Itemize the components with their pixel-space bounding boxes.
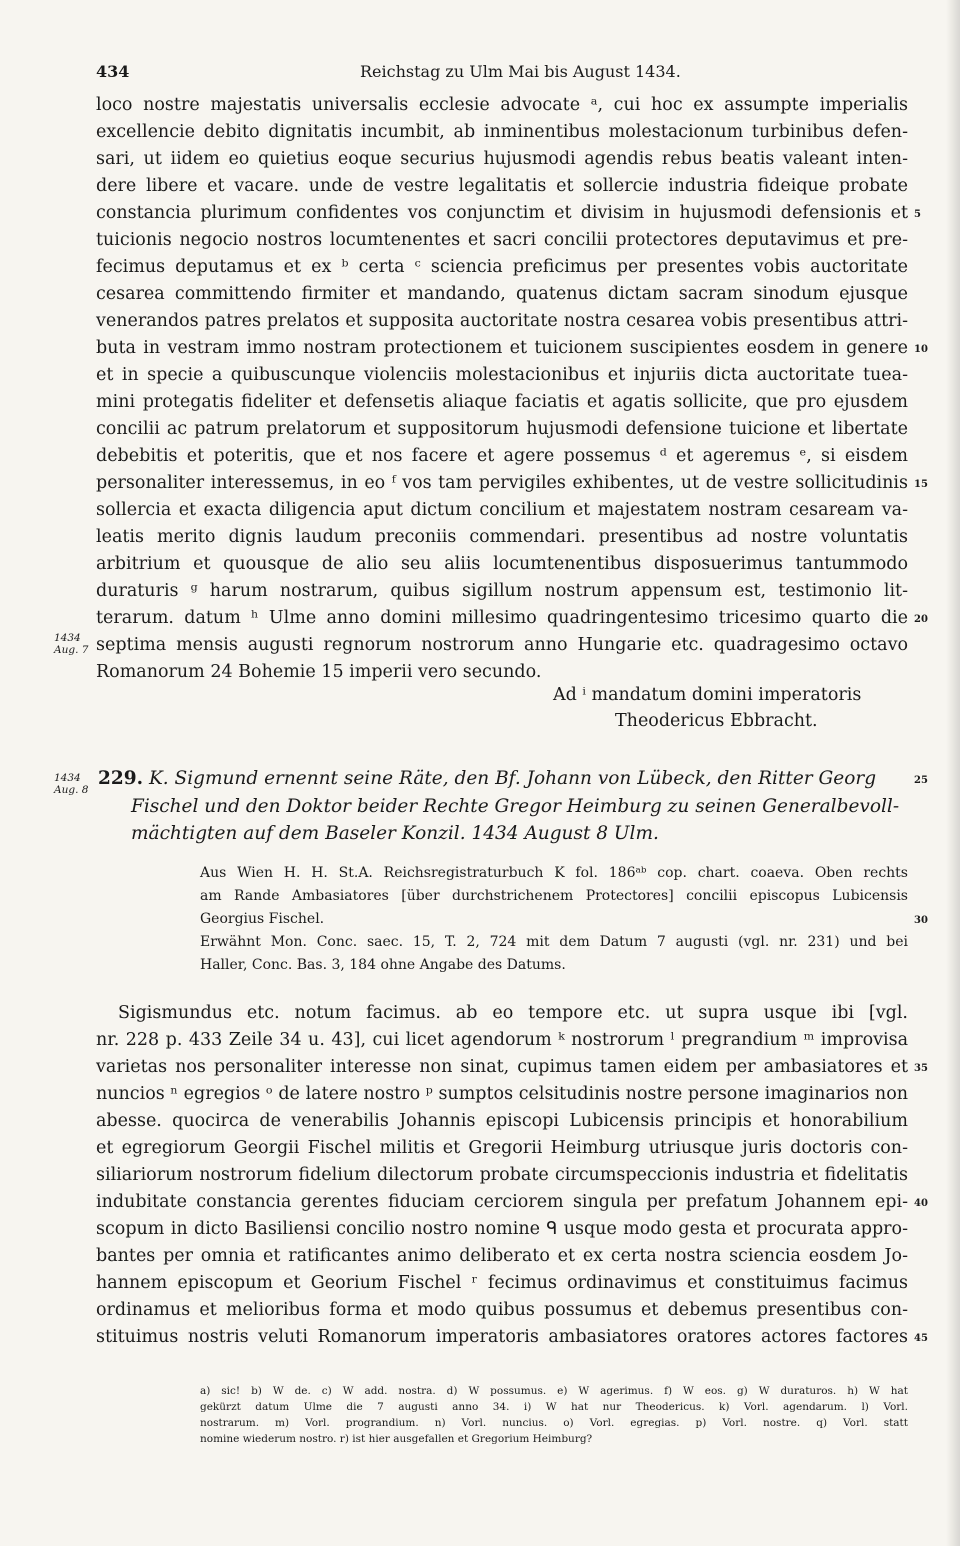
text-line: constancia plurimum confidentes vos conjunctim et divisim in hujusmodi defensionis et <box>96 203 908 223</box>
regest-title-line-3: mächtigten auf dem Baseler Konzil. 1434 August 8 Ulm. <box>131 823 659 844</box>
text-line: sari, ut iidem eo quietius eoque securius hujusmodi agendis rebus beatis valeant inten- <box>96 149 908 169</box>
text-line: leatis merito dignis laudum preconiis commendari. presentibus ad nostre voluntatis <box>96 527 908 547</box>
source-line: Aus Wien H. H. St.A. Reichsregistraturbuch K fol. 186ᵃᵇ cop. chart. coaeva. Oben rechts <box>200 865 908 881</box>
line-number: 15 <box>914 479 928 490</box>
line-number: 10 <box>914 344 928 355</box>
footnote-line: nostrarum. m) Vorl. prograndium. n) Vorl. nuncius. o) Vorl. egregias. p) Vorl. nostre. q) Vorl. statt <box>200 1417 908 1429</box>
text-line: bantes per omnia et ratificantes animo deliberato et ex certa nostra sciencia eosdem Jo- <box>96 1246 908 1266</box>
text-line: sollercia et exacta diligencia aput dictum concilium et majestatem nostram cesaream va- <box>96 500 908 520</box>
text-line: nuncios ⁿ egregios ᵒ de latere nostro ᵖ sumptos celsitudinis nostre persone imaginarios non <box>96 1084 908 1104</box>
footnote-line: nomine wiederum nostro. r) ist hier ausgefallen et Gregorium Heimburg? <box>200 1433 593 1445</box>
text-line: dere libere et vacare. unde de vestre legalitatis et sollercie industria fideique probate <box>96 176 908 196</box>
line-number: 45 <box>914 1333 928 1344</box>
text-line: scopum in dicto Basiliensi concilio nostro nomine ᑫ usque modo gesta et procurata appro- <box>96 1219 908 1239</box>
text-line: concilii ac patrum prelatorum et suppositorum hujusmodi defensione tuicione et libertate <box>96 419 908 439</box>
source-line: Haller, Conc. Bas. 3, 184 ohne Angabe des Datums. <box>200 957 566 973</box>
line-number: 20 <box>914 614 928 625</box>
document-number: 229. <box>98 768 144 789</box>
margin-date: 1434 Aug. 7 <box>54 632 89 656</box>
text-line: nr. 228 p. 433 Zeile 34 u. 43], cui licet agendorum ᵏ nostrorum ˡ pregrandium ᵐ improvisa <box>96 1030 908 1050</box>
text-line: duraturis ᵍ harum nostrarum, quibus sigillum nostrum appensum est, testimonio lit- <box>96 581 908 601</box>
text-line: debebitis et poteritis, que et nos facere et agere possemus ᵈ et ageremus ᵉ, si eisdem <box>96 446 908 466</box>
text-line: cesarea committendo firmiter et mandando, quatenus dictam sacram sinodum ejusque <box>96 284 908 304</box>
text-line: siliariorum nostrorum fidelium dilectorum probate circumspeccionis industria et fidelitatis <box>96 1165 908 1185</box>
text-line: venerandos patres prelatos et supposita auctoritate nostra cesarea vobis presentibus attri- <box>96 311 908 331</box>
running-title: Reichstag zu Ulm Mai bis August 1434. <box>360 62 681 81</box>
text-line: et egregiorum Georgii Fischel militis et Gregorii Heimburg utriusque juris doctoris con- <box>96 1138 908 1158</box>
line-number: 30 <box>914 915 928 926</box>
page-number: 434 <box>96 62 130 81</box>
text-line: loco nostre majestatis universalis ecclesie advocate ᵃ, cui hoc ex assumpte imperialis <box>96 95 908 115</box>
signature-line-1: Ad ⁱ mandatum domini imperatoris <box>553 685 862 705</box>
text-line: indubitate constancia gerentes fiduciam cerciorem singula per prefatum Johannem epi- <box>96 1192 908 1212</box>
text-line: et in specie a quibuscunque violenciis molestacionibus et injuriis dicta auctoritate tuea- <box>96 365 908 385</box>
source-line: Erwähnt Mon. Conc. saec. 15, T. 2, 724 mit dem Datum 7 augusti (vgl. nr. 231) und bei <box>200 934 908 950</box>
line-number: 5 <box>914 209 921 220</box>
text-line: tuicionis negocio nostros locumtenentes et sacri concilii protectores deputavimus et pre- <box>96 230 908 250</box>
text-line: personaliter interessemus, in eo ᶠ vos tam pervigiles exhibentes, ut de vestre sollicitudinis <box>96 473 908 493</box>
source-line: Georgius Fischel. <box>200 911 325 927</box>
footnote-line: a) sic! b) W de. c) W add. nostra. d) W possumus. e) W agerimus. f) W eos. g) W duraturos. h) W hat <box>200 1385 908 1397</box>
text-line: ordinamus et melioribus forma et modo quibus possumus et debemus presentibus con- <box>96 1300 908 1320</box>
line-number: 35 <box>914 1063 928 1074</box>
line-number: 25 <box>914 775 928 786</box>
regest-margin-date: 1434 Aug. 8 <box>54 772 89 796</box>
text-line: septima mensis augusti regnorum nostrorum anno Hungarie etc. quadragesimo octavo <box>96 635 908 655</box>
line-number: 40 <box>914 1198 928 1209</box>
text-line: Sigismundus etc. notum facimus. ab eo tempore etc. ut supra usque ibi [vgl. <box>118 1003 908 1023</box>
text-line: mini protegatis fideliter et defensetis aliaque faciatis et agatis sollicite, que pro ejusdem <box>96 392 908 412</box>
text-line: abesse. quocirca de venerabilis Johannis episcopi Lubicensis principis et honorabilium <box>96 1111 908 1131</box>
signature-line-2: Theodericus Ebbracht. <box>615 711 818 731</box>
page-header <box>96 62 908 90</box>
text-line: fecimus deputamus et ex ᵇ certa ᶜ sciencia preficimus per presentes vobis auctoritate <box>96 257 908 277</box>
text-line: hannem episcopum et Georium Fischel ʳ fecimus ordinavimus et constituimus facimus <box>96 1273 908 1293</box>
regest-title-line-2: Fischel und den Doktor beider Rechte Gregor Heimburg zu seinen Generalbevoll- <box>131 796 900 817</box>
text-line: varietas nos personaliter interesse non sinat, cupimus tamen eidem per ambasiatores et <box>96 1057 908 1077</box>
text-line: arbitrium et quousque de alio seu aliis locumtenentibus disposuerimus tantummodo <box>96 554 908 574</box>
text-line: excellencie debito dignitatis incumbit, ab inminentibus molestacionum turbinibus defen- <box>96 122 908 142</box>
regest-title-line-1: 229. K. Sigmund ernennt seine Räte, den Bf. Johann von Lübeck, den Ritter Georg <box>98 768 877 789</box>
footnote-line: gekürzt datum Ulme die 7 augusti anno 34. i) W hat nur Theodericus. k) Vorl. agendarum. l) Vorl. <box>200 1401 908 1413</box>
text-line: terarum. datum ʰ Ulme anno domini millesimo quadringentesimo tricesimo quarto die <box>96 608 908 628</box>
page-edge-shadow <box>946 0 960 1546</box>
text-line: buta in vestram immo nostram protectionem et tuicionem suscipientes eosdem in genere <box>96 338 908 358</box>
text-line: Romanorum 24 Bohemie 15 imperii vero secundo. <box>96 662 542 682</box>
text-line: stituimus nostris veluti Romanorum imperatoris ambasiatores oratores actores factores <box>96 1327 908 1347</box>
source-line: am Rande Ambasiatores [über durchstrichenem Protectores] concilii episcopus Lubicensis <box>200 888 908 904</box>
